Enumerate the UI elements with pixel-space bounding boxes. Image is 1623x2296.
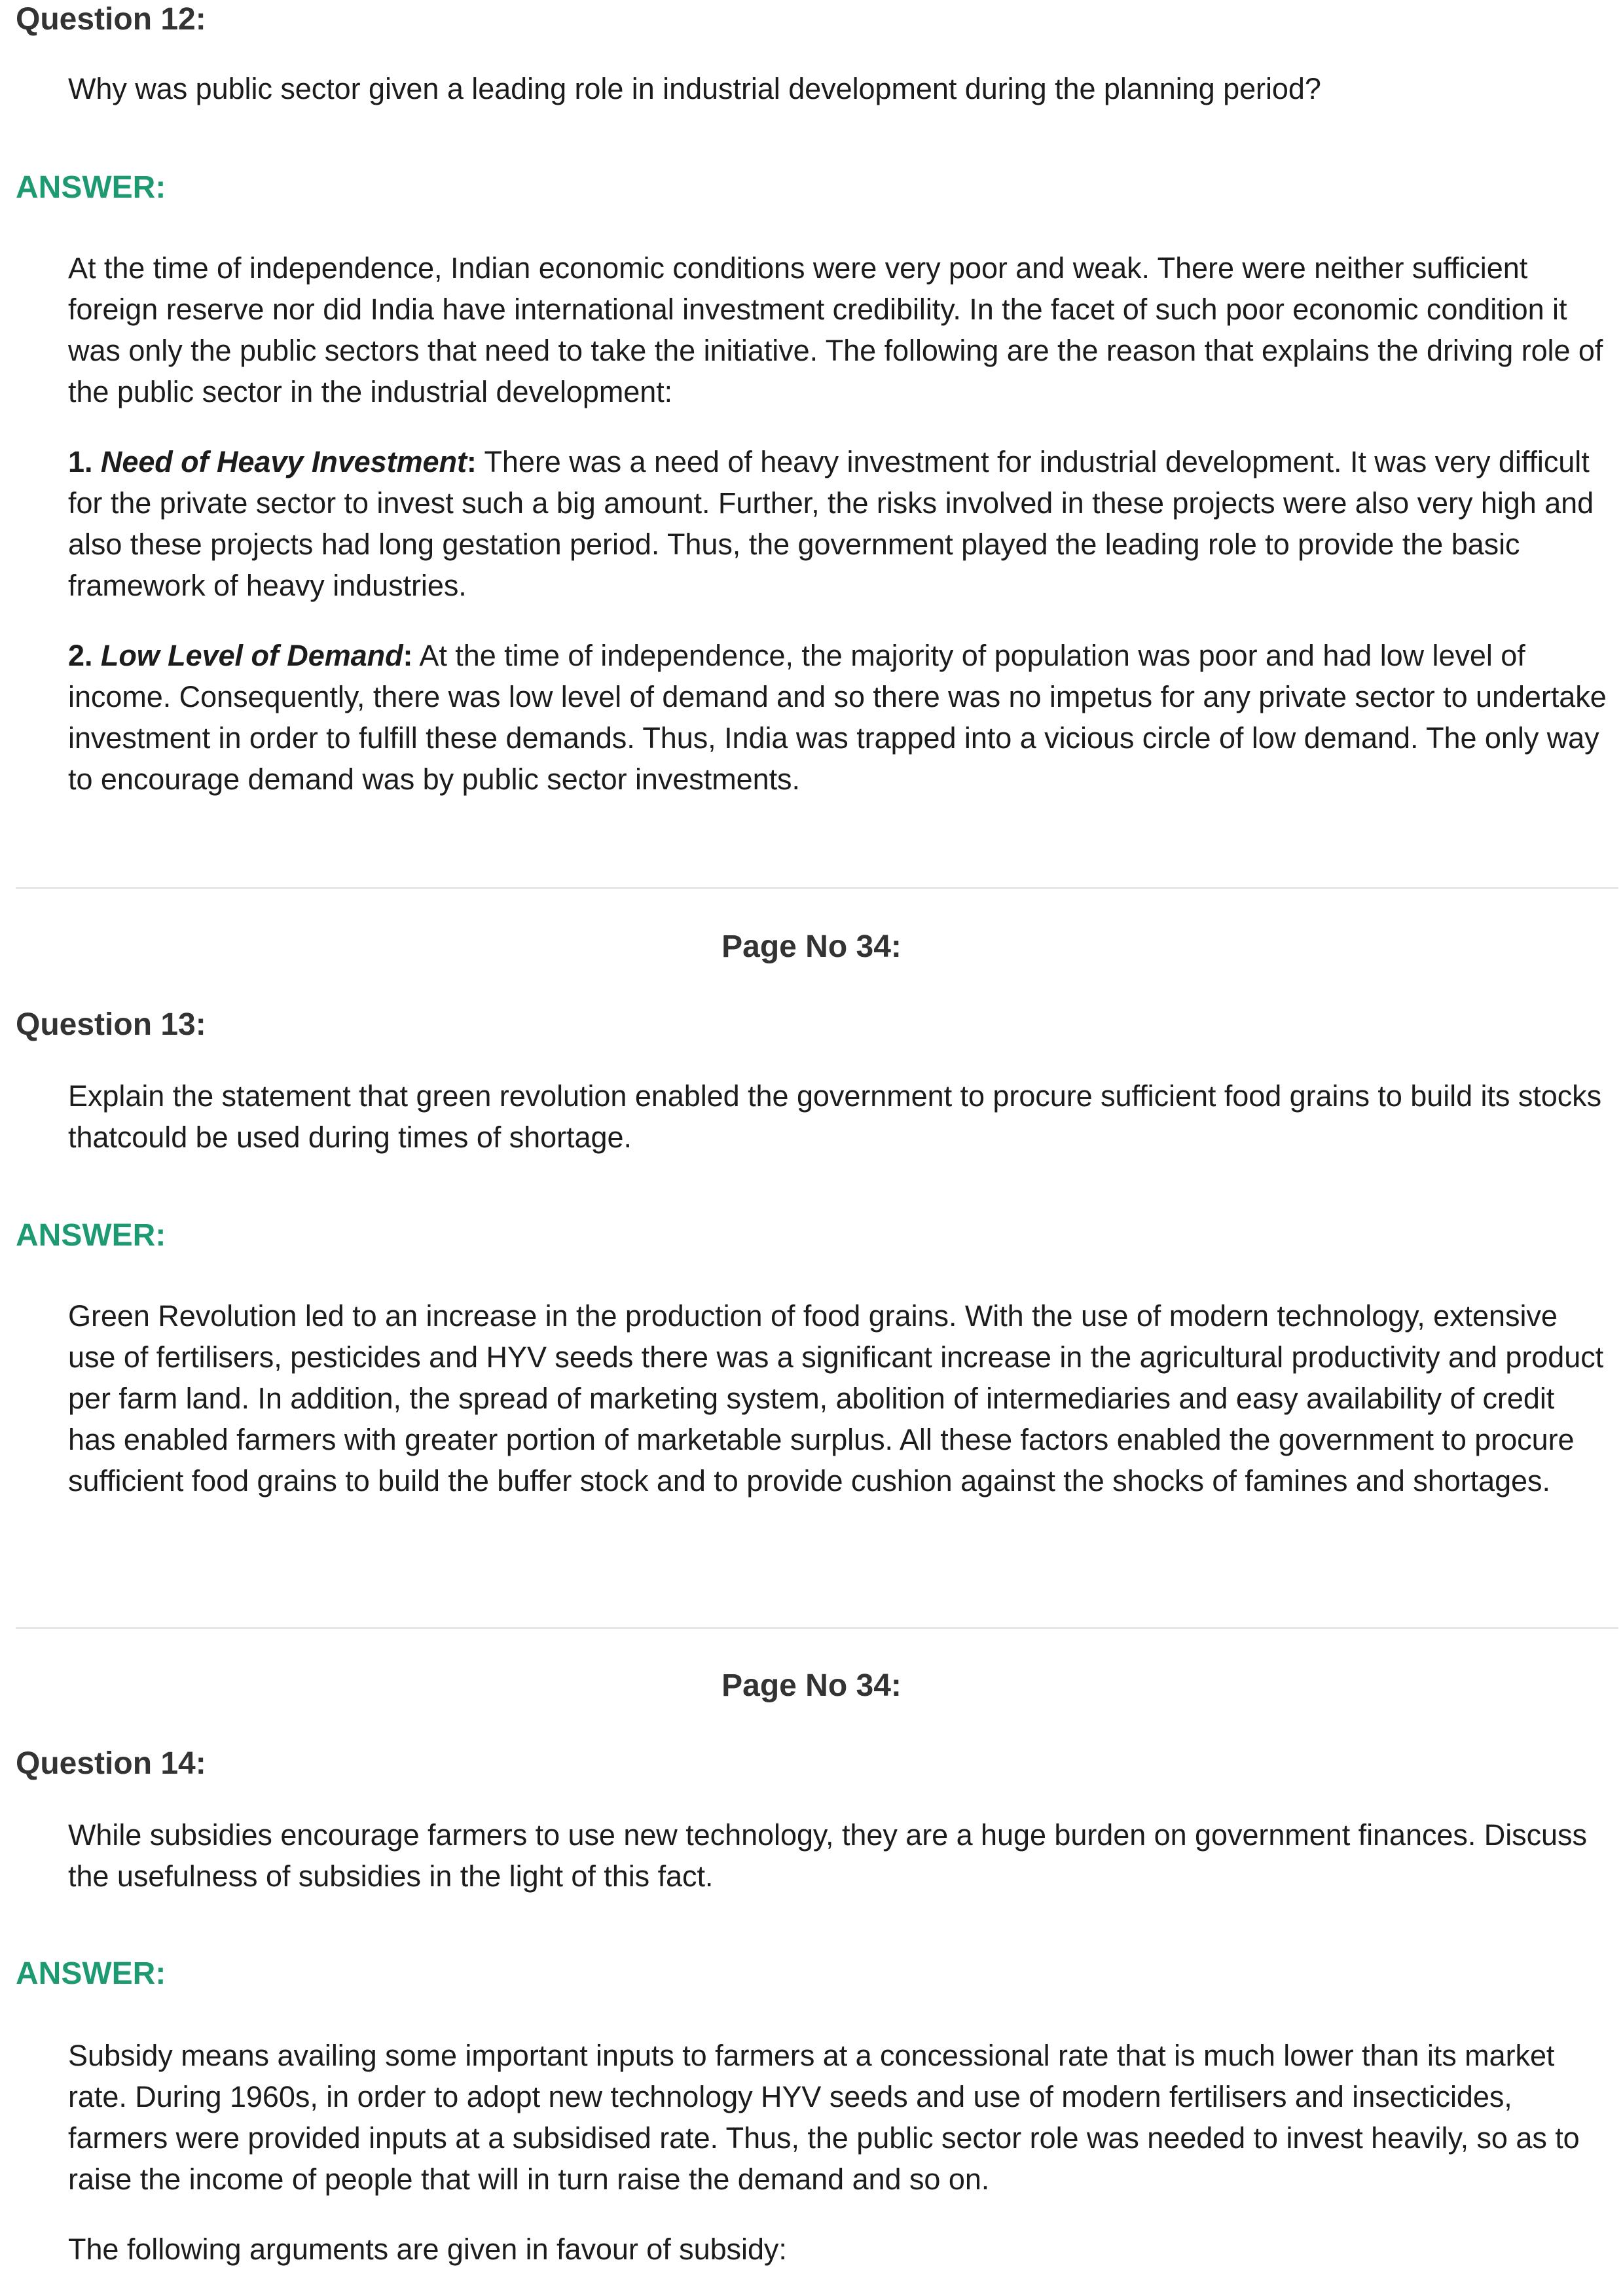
point-1-colon: : xyxy=(466,445,477,478)
point-1-title: Need of Heavy Investment xyxy=(100,445,467,478)
section-divider xyxy=(16,887,1618,889)
question-12-text: Why was public sector given a leading role in industrial development during the planning period? xyxy=(68,72,1321,105)
question-14-text: While subsidies encourage farmers to use new technology, they are a huge burden on government finances. Discuss the usefulness of subsidies in the light of this fact. xyxy=(68,1818,1587,1893)
answer-14-label: ANSWER: xyxy=(16,1956,166,1991)
point-2-number: 2. xyxy=(68,639,101,672)
answer-12-label: ANSWER: xyxy=(16,170,166,205)
page-number-heading: Page No 34: xyxy=(721,1668,902,1703)
question-12-heading: Question 12: xyxy=(16,2,206,37)
point-1-text: There was a need of heavy investment for industrial development. It was very difficult for the private sector to invest such a big amount. Further, the risks involved in these projects were also very high and also these projects had long gestation period. Thus, the government played the leading role to provide the basic framework of heavy industries. xyxy=(68,445,1594,602)
answer-13-label: ANSWER: xyxy=(16,1218,166,1253)
point-2-title: Low Level of Demand xyxy=(100,639,403,672)
page-number-heading: Page No 34: xyxy=(721,929,902,964)
answer-12-point-2 xyxy=(68,635,1608,800)
point-2-colon: : xyxy=(403,639,413,672)
section-divider xyxy=(16,1627,1618,1629)
answer-12-intro: At the time of independence, Indian economic conditions were very poor and weak. There were neither sufficient foreign reserve nor did India have international investment credibility. In the facet of such poor economic condition it was only the public sectors that need to take the initiative. The following are the reason that explains the driving role of the public sector in the industrial development: xyxy=(68,251,1603,408)
answer-14-text: Subsidy means availing some important inputs to farmers at a concessional rate that is much lower than its market rate. During 1960s, in order to adopt new technology HYV seeds and use of modern fertilisers and insecticides, farmers were provided inputs at a subsidised rate. Thus, the public sector role was needed to invest heavily, so as to raise the income of people that will in turn raise the demand and so on. xyxy=(68,2039,1580,2196)
answer-14-arguments-intro: The following arguments are given in favour of subsidy: xyxy=(68,2233,787,2266)
point-1-number: 1. xyxy=(68,445,101,478)
question-13-heading: Question 13: xyxy=(16,1007,206,1042)
question-13-text: Explain the statement that green revolution enabled the government to procure sufficient food grains to build its stocks thatcould be used during times of shortage. xyxy=(68,1079,1602,1154)
answer-12-point-1 xyxy=(68,441,1608,606)
answer-13-text: Green Revolution led to an increase in the production of food grains. With the use of modern technology, extensive use of fertilisers, pesticides and HYV seeds there was a significant increase in the agricultural productivity and product per farm land. In addition, the spread of marketing system, abolition of intermediaries and easy availability of credit has enabled farmers with greater portion of marketable surplus. All these factors enabled the government to procure sufficient food grains to build the buffer stock and to provide cushion against the shocks of famines and shortages. xyxy=(68,1299,1604,1498)
question-14-heading: Question 14: xyxy=(16,1746,206,1781)
point-2-text: At the time of independence, the majority of population was poor and had low level of income. Consequently, there was low level of demand and so there was no impetus for any private sector to undertake investment in order to fulfill these demands. Thus, India was trapped into a vicious circle of low demand. The only way to encourage demand was by public sector investments. xyxy=(68,639,1607,796)
